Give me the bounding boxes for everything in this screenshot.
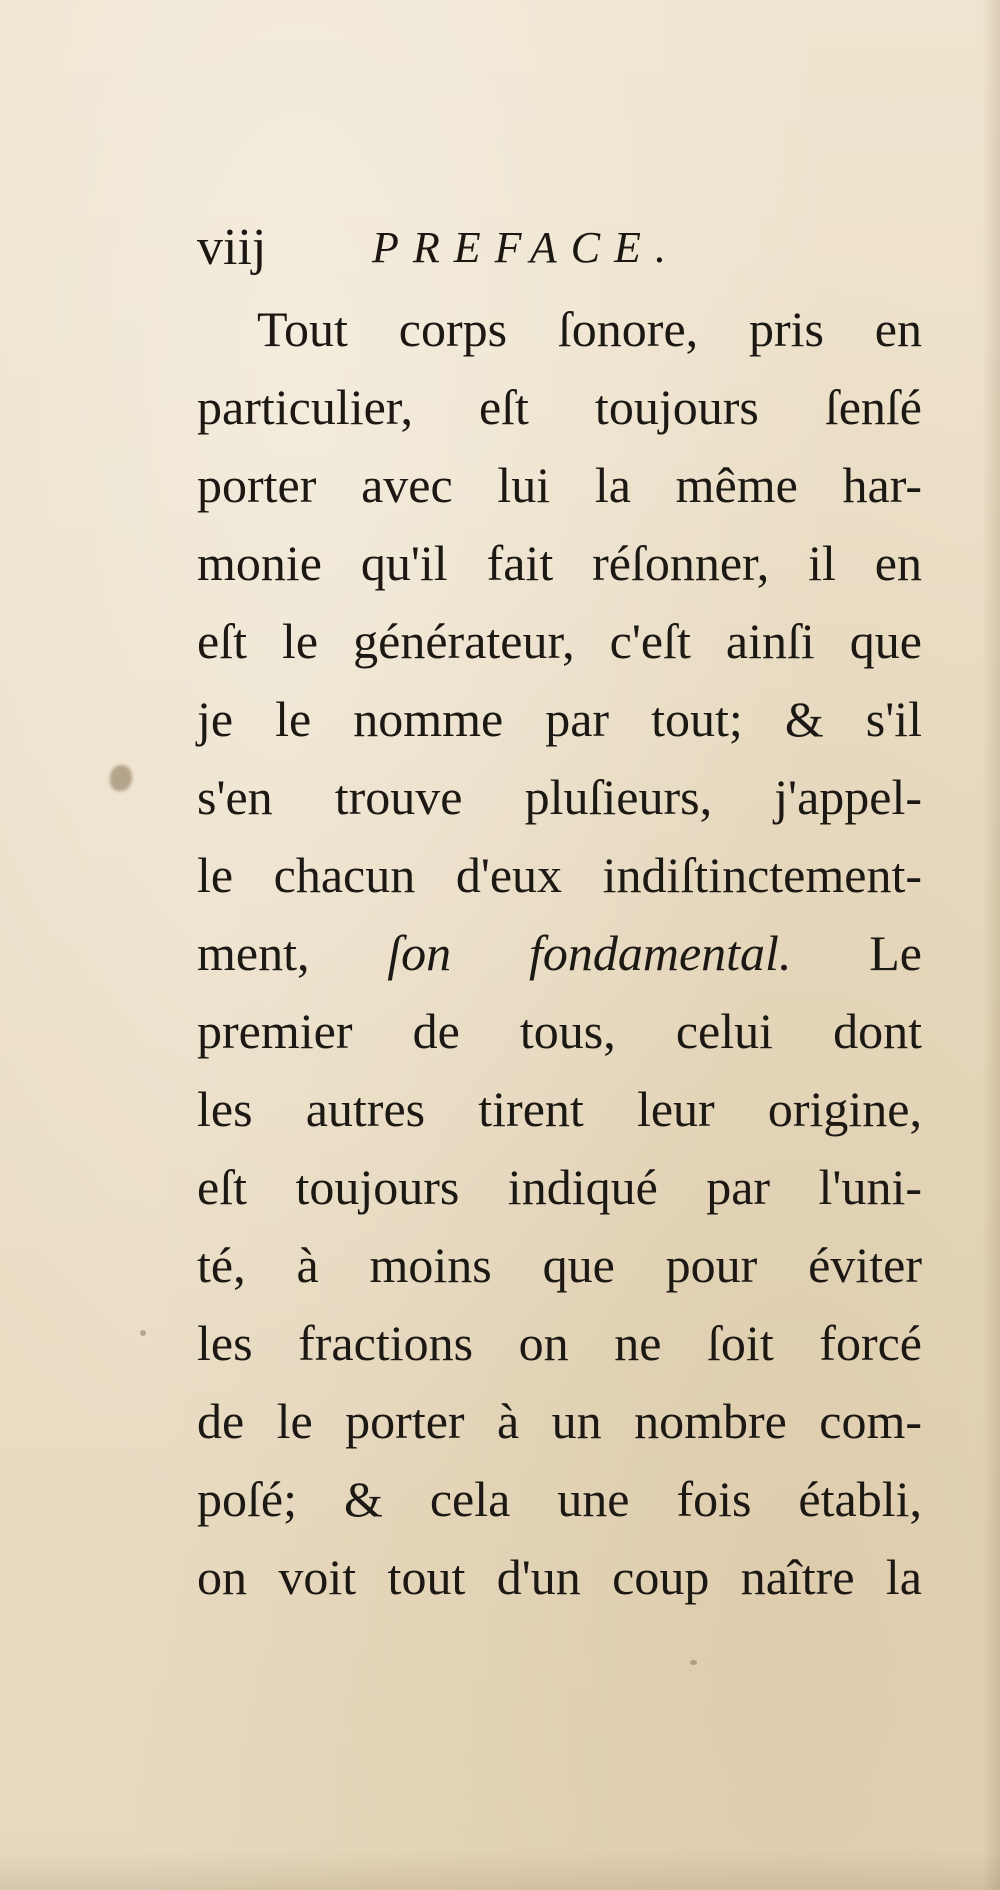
text-line: le chacun d'eux indiſtinctement- [197, 847, 922, 903]
text-line: premier de tous, celui dont [197, 1003, 922, 1059]
page-bottom-shading [0, 1850, 1000, 1890]
text-line: eſt toujours indiqué par l'uni- [197, 1159, 922, 1215]
text-line-content: Tout corps ſonore, pris en [257, 301, 922, 357]
text-line: eſt le générateur, c'eſt ainſi que [197, 613, 922, 669]
page-edge-shading [982, 0, 1000, 1890]
text-line: monie qu'il fait réſonner, il en [197, 535, 922, 591]
page-number: viij [197, 219, 267, 276]
text-line-content: ment, [197, 925, 388, 981]
text-line: je le nomme par tout; & s'il [197, 691, 922, 747]
ink-stain [110, 765, 132, 791]
italic-term: ſon fondamental. [387, 925, 792, 981]
text-line: poſé; & cela une fois établi, [197, 1471, 922, 1527]
text-line: on voit tout d'un coup naître la [197, 1549, 922, 1605]
text-line: particulier, eſt toujours ſenſé [197, 379, 922, 435]
text-line: de le porter à un nombre com- [197, 1393, 922, 1449]
text-line: té, à moins que pour éviter [197, 1237, 922, 1293]
running-head: PREFACE. [372, 223, 680, 272]
page-header [197, 218, 917, 288]
text-line: s'en trouve pluſieurs, j'appel- [197, 769, 922, 825]
body-text [197, 290, 922, 1616]
text-line [197, 914, 922, 992]
text-line: porter avec lui la même har- [197, 457, 922, 513]
text-line: les autres tirent leur origine, [197, 1081, 922, 1137]
paper-speck [690, 1660, 697, 1665]
text-line: les fractions on ne ſoit forcé [197, 1315, 922, 1371]
text-line-tail: Le [791, 925, 922, 981]
text-line [197, 290, 922, 368]
paper-speck [140, 1330, 146, 1336]
